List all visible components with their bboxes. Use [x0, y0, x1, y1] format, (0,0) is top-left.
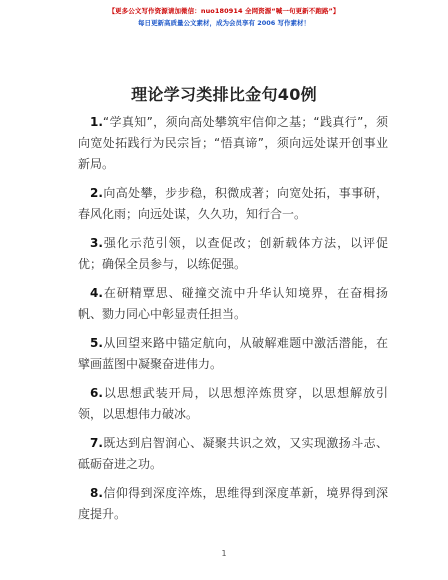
list-item	[78, 433, 388, 475]
banner-subscribe-line: 每日更新高质量公文素材，成为会员享有 2006 写作素材！	[137, 19, 311, 27]
list-item	[78, 383, 388, 425]
banner-promo-line: 【更多公文写作资源请加微信：nuo180914 全网资源“喊一句更新不跑路”】	[108, 7, 340, 15]
list-item	[78, 333, 388, 375]
item-number: 7.	[90, 436, 103, 450]
item-number: 3.	[90, 236, 103, 250]
item-text: 信仰得到深度淬炼，思维得到深度革新，境界得到深度提升。	[78, 486, 388, 521]
item-text: 既达到启智润心、凝聚共识之效，又实现激扬斗志、砥砺奋进之功。	[78, 436, 388, 471]
list-item	[78, 283, 388, 325]
page-number: 1	[221, 549, 227, 558]
document-title: 理论学习类排比金句40例	[131, 85, 317, 104]
item-text: 在研精覃思、碰撞交流中升华认知境界，在奋楫扬帆、勠力同心中彰显责任担当。	[78, 286, 388, 321]
item-text: “学真知”，须向高处攀筑牢信仰之基；“践真行”，须向宽处拓践行为民宗旨；“悟真谛”，须向远处谋开创事业新局。	[78, 115, 388, 171]
item-number: 2.	[90, 186, 103, 200]
item-text: 从回望来路中锚定航向，从破解难题中激活潜能，在擘画蓝图中凝聚奋进伟力。	[78, 336, 388, 371]
item-number: 8.	[90, 486, 103, 500]
item-number: 4.	[90, 286, 103, 300]
item-number: 6.	[90, 386, 103, 400]
item-text: 向高处攀，步步稳，积微成著；向宽处拓，事事研，春风化雨；向远处谋，久久功，知行合一。	[78, 186, 388, 221]
item-number: 1.	[90, 115, 103, 129]
item-text: 以思想武装开局，以思想淬炼贯穿，以思想解放引领，以思想伟力破冰。	[78, 386, 388, 421]
header-banner	[0, 6, 448, 28]
document-body	[78, 112, 388, 533]
item-number: 5.	[90, 336, 103, 350]
list-item	[78, 112, 388, 175]
list-item	[78, 183, 388, 225]
list-item	[78, 233, 388, 275]
list-item	[78, 483, 388, 525]
item-text: 强化示范引领，以查促改；创新载体方法，以评促优；确保全员参与，以练促强。	[78, 236, 388, 271]
